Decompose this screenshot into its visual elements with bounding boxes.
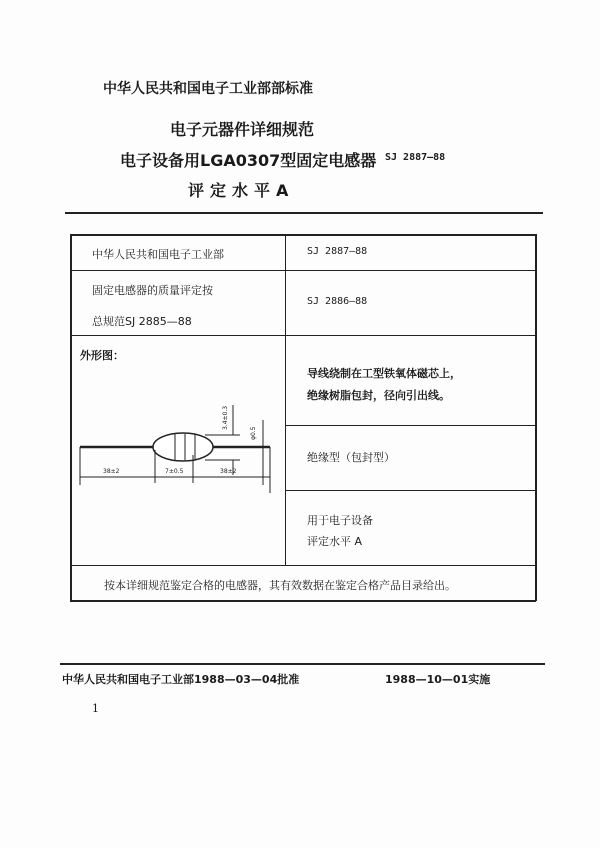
outline-label: 外形图：: [80, 349, 124, 362]
qualification-note: 按本详细规范鉴定合格的电感器，其有效数据在鉴定合格产品目录给出。: [104, 579, 456, 592]
application-line2: 评定水平 A: [307, 535, 363, 548]
dim-lead-label: 38±2: [103, 468, 120, 475]
table-issuer: 中华人民共和国电子工业部: [92, 248, 224, 261]
application-line1: 用于电子设备: [307, 514, 373, 527]
dim-body-label: 7±0.5: [165, 468, 184, 475]
issuer-heading: 中华人民共和国电子工业部部标准: [103, 81, 313, 97]
header-divider: [65, 212, 543, 214]
approval-date: 中华人民共和国电子工业部1988—03—04批准: [62, 673, 300, 686]
assessment-level: 评定水平A: [188, 181, 295, 200]
effective-date: 1988—10—01实施: [385, 673, 491, 686]
footer-divider: [60, 663, 545, 665]
general-spec-no: SJ 2886—88: [307, 296, 368, 307]
construction-line2: 绝缘树脂包封，径向引出线。: [307, 389, 450, 402]
outline-drawing: [75, 405, 285, 495]
dim-lead2-label: 38±2: [220, 468, 237, 475]
component-type: 绝缘型（包封型）: [307, 451, 395, 464]
dim-diameter-label: φ0.5: [250, 426, 257, 440]
page-number: 1: [92, 702, 99, 715]
table-issuer-no: SJ 2887—88: [307, 246, 368, 257]
construction-line1: 导线绕制在工型铁氧体磁芯上，: [307, 367, 461, 380]
general-spec-line2: 总规范SJ 2885—88: [92, 315, 192, 328]
dim-height-label: 3.4±0.3: [222, 405, 229, 430]
standard-number: SJ 2887—88: [385, 152, 446, 163]
general-spec-line1: 固定电感器的质量评定按: [92, 284, 213, 297]
document-title: 电子设备用LGA0307型固定电感器: [120, 151, 377, 170]
series-heading: 电子元器件详细规范: [170, 120, 315, 139]
